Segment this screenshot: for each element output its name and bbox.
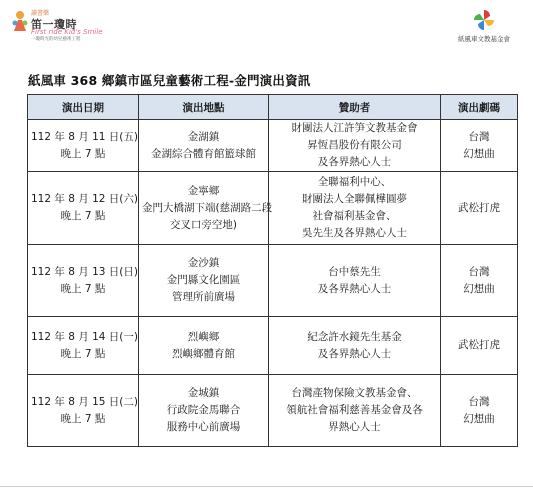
venue-text: 交叉口旁空地) xyxy=(169,218,238,231)
venue-text: 烈嶼鄉體育館 xyxy=(172,347,235,360)
date-text: 晚上 7 點 xyxy=(60,282,106,295)
show-text: 幻想曲 xyxy=(463,412,495,425)
venue-text: 服務中心前廣場 xyxy=(166,421,241,433)
venue-cell xyxy=(139,317,269,375)
sponsor-text: 台中蔡先生 xyxy=(328,265,381,278)
venue-text: 金沙鎮 xyxy=(187,257,220,269)
date-text: 晚上 7 點 xyxy=(60,347,106,360)
venue-text: 金寧鄉 xyxy=(187,184,220,197)
table-row xyxy=(28,172,518,245)
header-sponsor: 贊助者 xyxy=(269,95,441,120)
logo-line-3: First ride Kid's Smile xyxy=(31,28,103,36)
show-text: 武松打虎 xyxy=(458,201,500,214)
sponsor-cell xyxy=(269,245,441,317)
venue-text: 行政院金馬聯合 xyxy=(166,404,241,416)
date-text: 晚上 7 點 xyxy=(60,147,106,160)
sponsor-cell xyxy=(269,120,441,172)
header-venue: 演出地點 xyxy=(139,95,269,120)
venue-text: 金門大橋湖下端(慈湖路二段 xyxy=(142,201,273,214)
date-text: 112 年 8 月 12 日(六) xyxy=(31,193,138,205)
table-header-row xyxy=(28,95,518,120)
show-cell xyxy=(441,317,518,375)
logo-line-4: 一瓊時光的幼兒藝術工程 xyxy=(31,37,81,42)
pinwheel-icon xyxy=(472,8,496,32)
date-cell xyxy=(28,375,139,447)
sponsor-text: 領航社會福利慈善基金會及各 xyxy=(286,404,423,416)
sponsor-cell xyxy=(269,317,441,375)
show-cell xyxy=(441,120,518,172)
table-row xyxy=(28,375,518,447)
show-text: 武松打虎 xyxy=(458,339,500,351)
venue-text: 金湖綜合體育館籃球館 xyxy=(151,147,256,160)
date-cell xyxy=(28,245,139,317)
sponsor-cell xyxy=(269,172,441,245)
first-ride-logo xyxy=(10,6,120,40)
venue-text: 烈嶼鄉 xyxy=(187,330,220,343)
venue-cell xyxy=(139,375,269,447)
sponsor-text: 及各界熱心人士 xyxy=(317,282,392,295)
show-text: 台灣 xyxy=(468,395,490,408)
page-title: 紙風車 368 鄉鎮市區兒童藝術工程-金門演出資訊 xyxy=(28,73,311,88)
paper-windmill-logo xyxy=(444,8,524,44)
date-cell xyxy=(28,172,139,245)
venue-text: 金門縣文化園區 xyxy=(166,274,241,286)
show-text: 台灣 xyxy=(468,265,490,278)
sponsor-text: 吳先生及各界熱心人士 xyxy=(302,227,407,239)
sponsor-text: 昇恆昌股份有限公司 xyxy=(307,139,402,151)
venue-text: 金湖鎮 xyxy=(187,130,220,143)
performance-schedule-table xyxy=(27,94,518,447)
sponsor-text: 財團法人全聯佩樺圓夢 xyxy=(302,193,407,205)
show-text: 台灣 xyxy=(468,130,490,143)
date-cell xyxy=(28,120,139,172)
logo-line-1: 讀書樂 xyxy=(31,10,50,17)
sponsor-text: 財團法人江許笋文教基金會 xyxy=(291,122,418,134)
table-row xyxy=(28,120,518,172)
header-show: 演出劇碼 xyxy=(441,95,518,120)
sponsor-text: 及各界熱心人士 xyxy=(317,156,392,168)
venue-cell xyxy=(139,120,269,172)
sponsor-text: 社會福利基金會、 xyxy=(312,210,397,222)
show-cell xyxy=(441,245,518,317)
sponsor-text: 全聯福利中心、 xyxy=(317,176,392,188)
logo-line-2: 笛一瓊時 xyxy=(31,18,77,31)
date-text: 晚上 7 點 xyxy=(60,412,106,425)
show-cell xyxy=(441,375,518,447)
show-cell xyxy=(441,172,518,245)
sponsor-text: 界熱心人士 xyxy=(328,421,381,433)
table-row xyxy=(28,317,518,375)
venue-text: 管理所前廣場 xyxy=(172,291,235,303)
venue-cell xyxy=(139,172,273,245)
sponsor-cell xyxy=(269,375,441,447)
sponsor-text: 及各界熱心人士 xyxy=(317,347,392,360)
kid-logo-icon xyxy=(10,9,30,33)
date-text: 112 年 8 月 15 日(二) xyxy=(31,395,138,408)
venue-cell xyxy=(139,245,269,317)
sponsor-text: 台灣產物保險文教基金會、 xyxy=(291,387,418,399)
date-text: 112 年 8 月 13 日(日) xyxy=(31,265,138,278)
date-text: 112 年 8 月 11 日(五) xyxy=(31,130,138,143)
foundation-name: 紙風車文教基金會 xyxy=(458,35,510,43)
footer-divider xyxy=(0,486,533,487)
venue-text: 金城鎮 xyxy=(187,387,220,399)
date-text: 112 年 8 月 14 日(一) xyxy=(31,330,138,343)
table-row xyxy=(28,245,518,317)
date-cell xyxy=(28,317,139,375)
show-text: 幻想曲 xyxy=(463,282,495,295)
sponsor-text: 紀念許水鏡先生基金 xyxy=(307,330,402,343)
header-date: 演出日期 xyxy=(28,95,139,120)
date-text: 晚上 7 點 xyxy=(60,210,106,222)
show-text: 幻想曲 xyxy=(463,147,495,160)
